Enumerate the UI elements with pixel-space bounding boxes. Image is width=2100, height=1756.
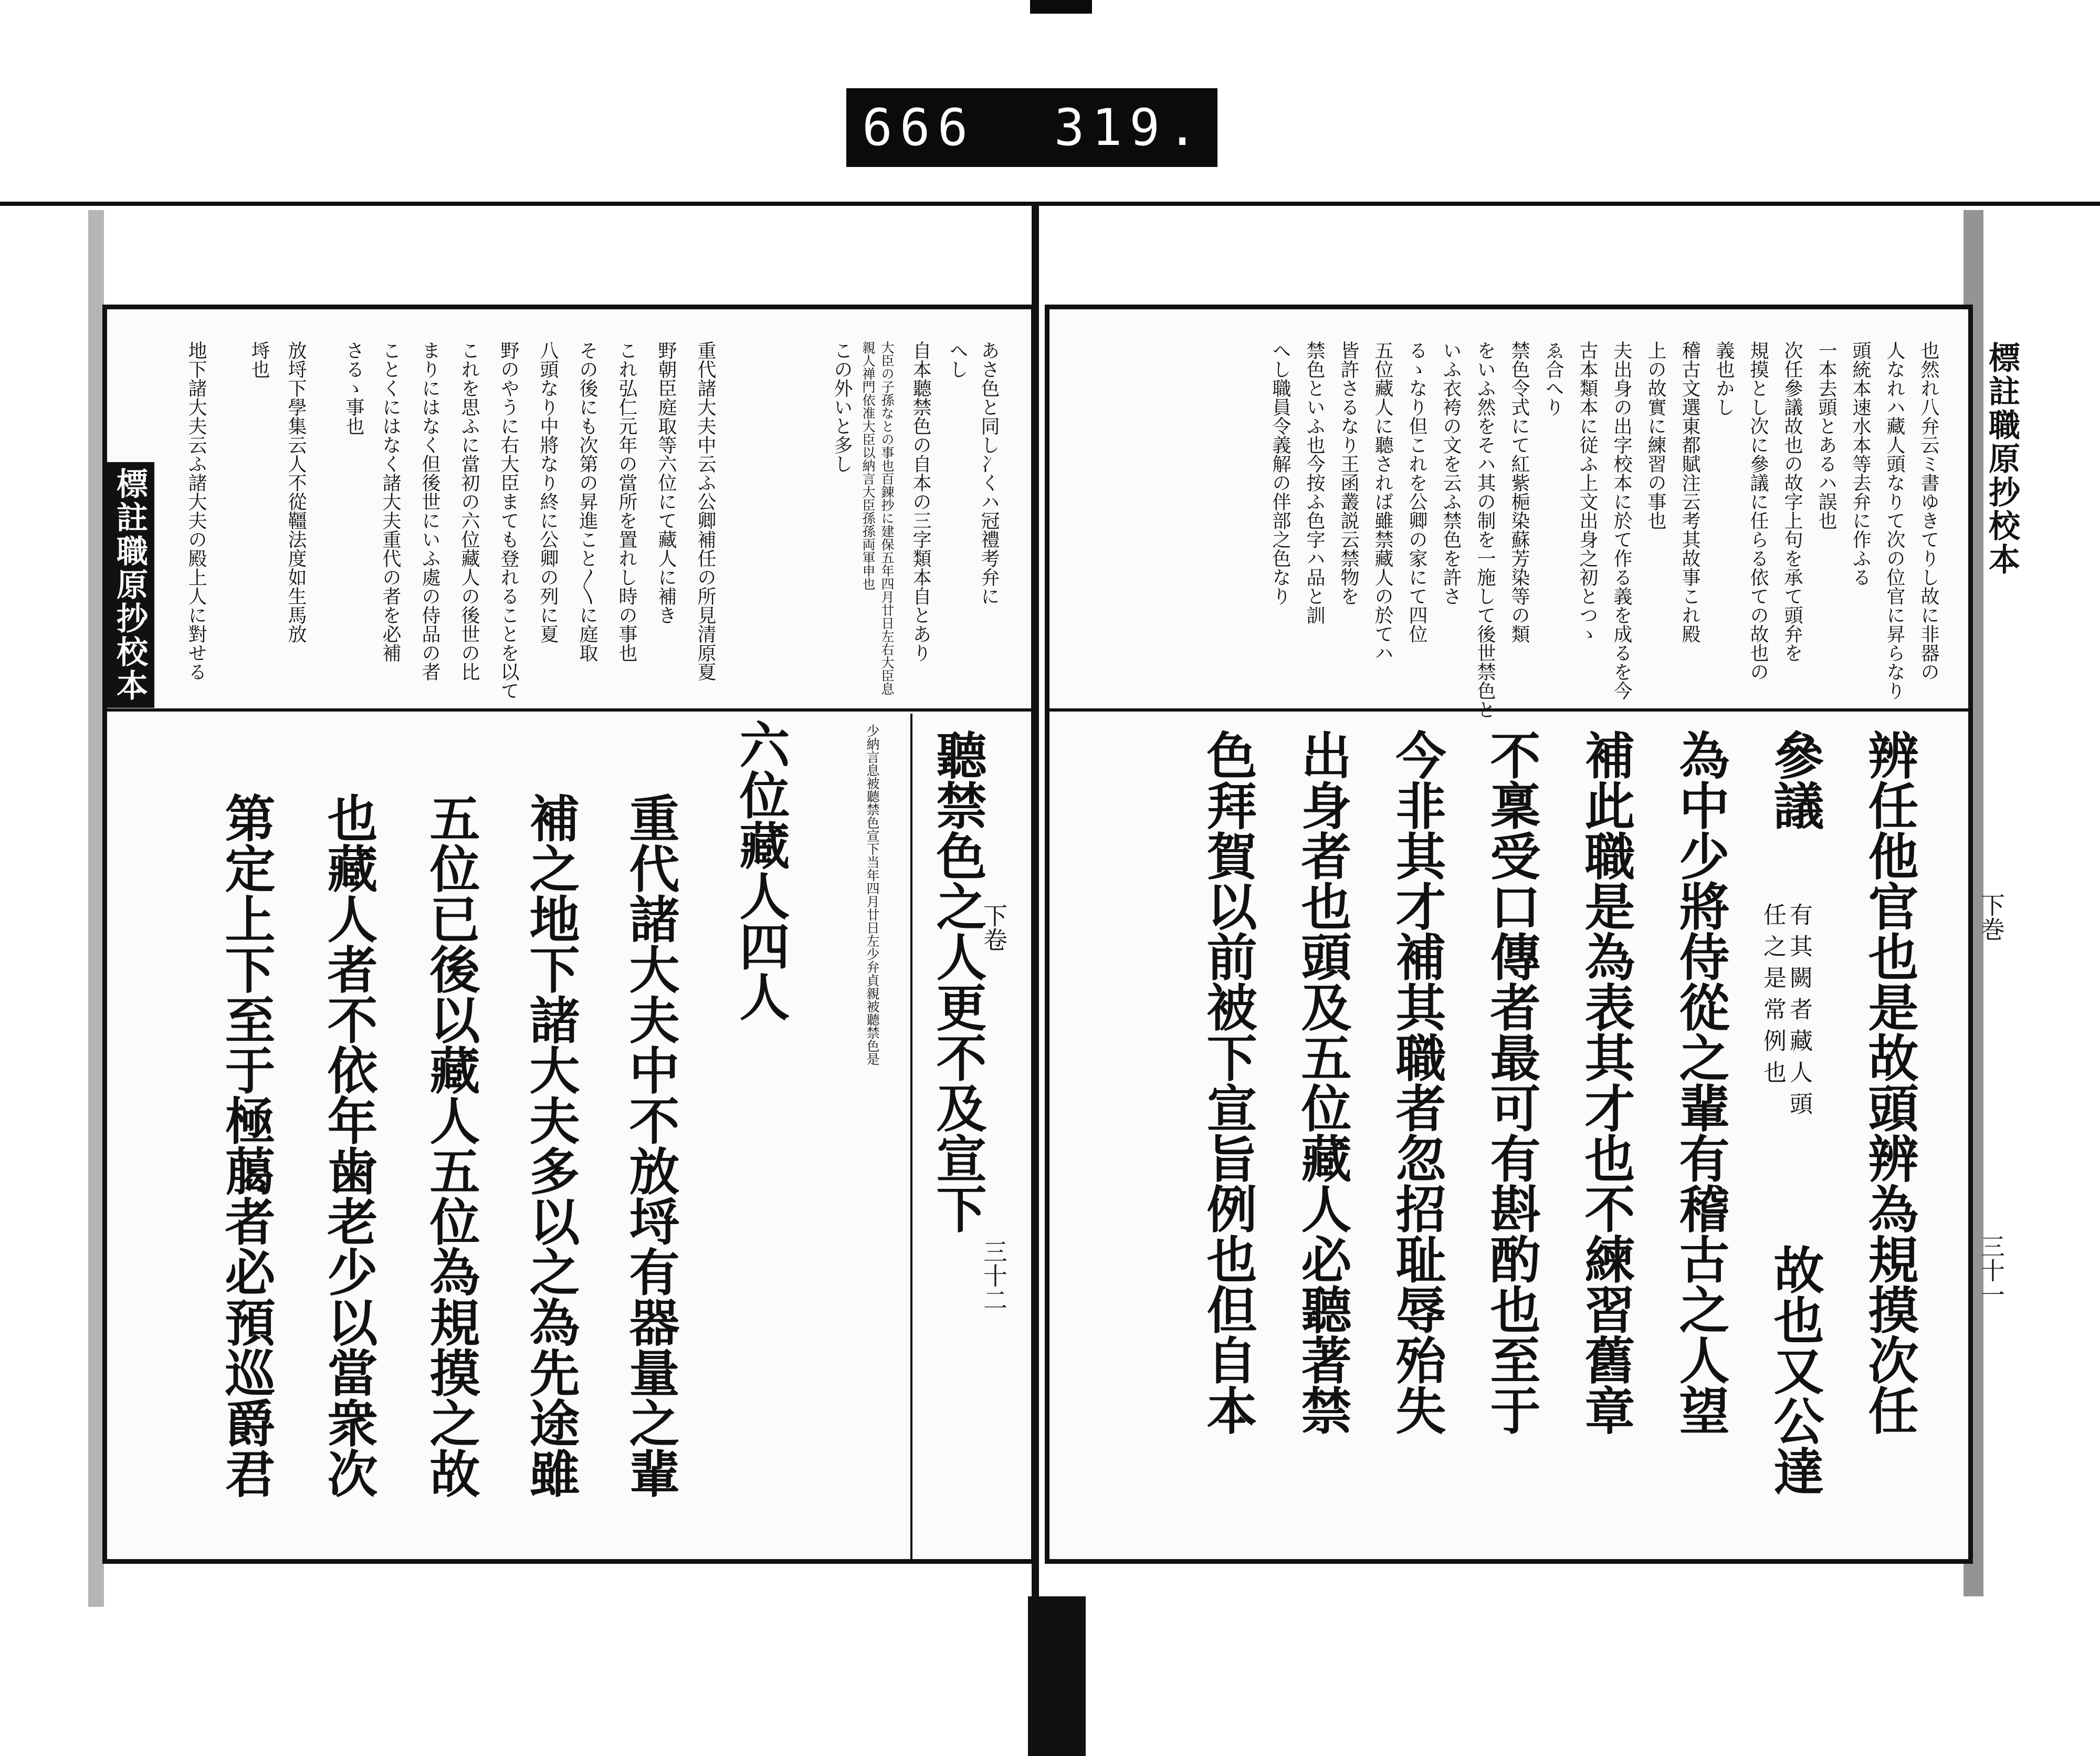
section-heading: 六位藏人四人 <box>731 719 791 1021</box>
main-text-column: 五位已後以藏人五位為規摸之故 <box>422 792 481 1498</box>
note-column: ことくにはなく諸大夫重代の者を必補 <box>380 341 401 662</box>
note-column: 人なれハ藏人頭なりて次の位官に昇らなり <box>1884 341 1905 700</box>
right-page <box>1045 305 1973 1564</box>
note-column: 禁色令式にて紅紫梔染蘇芳染等の類 <box>1508 341 1530 643</box>
right-page-divider <box>1049 708 1968 712</box>
left-margin-volume: 下卷 <box>980 903 1008 952</box>
left-column-rule <box>910 714 912 1559</box>
left-margin-folio: 三十二 <box>980 1239 1008 1312</box>
note-column: 古本類本に従ふ上文出身之初とつゝ <box>1577 341 1598 643</box>
note-column: これ弘仁元年の當所を置れし時の事也 <box>616 341 637 662</box>
reel-number-left: 666 <box>862 98 975 157</box>
small-note-column: 少納言息被聽禁色宣下当年四月廿日左少弁貞親被聽禁色是 <box>865 724 880 1065</box>
inline-note-line: 任之是常例也 <box>1759 903 1786 1092</box>
note-column: 義也かし <box>1713 341 1735 416</box>
note-column: 重代諸大夫中云ふ公卿補任の所見清原夏 <box>695 341 716 681</box>
main-text-column: 補之地下諸大夫多以之為先途雖 <box>521 792 581 1498</box>
main-text-column: 重代諸大夫中不放埒有器量之輩 <box>621 792 680 1498</box>
right-margin-volume: 下巻 <box>1977 893 2006 941</box>
note-column: 八頭なり中將なり終に公卿の列に夏 <box>537 341 559 643</box>
note-column: 稽古文選東都賦注云考其故事これ殿 <box>1679 341 1700 643</box>
top-tab <box>1030 0 1092 14</box>
note-column: この外いと多し <box>831 341 853 473</box>
note-column: をいふ然をそハ其の制を一施して後世禁色と <box>1474 341 1496 719</box>
book-spine <box>1032 202 1039 1619</box>
note-column: 大臣の子孫なとの事也百錬抄に建保五年四月廿日左右大臣息 <box>879 341 895 695</box>
note-column: さるゝ事也 <box>343 341 364 435</box>
note-column: 上の故實に練習の事也 <box>1645 341 1666 530</box>
note-column: 皆許さるなり王函叢説云禁物を <box>1338 341 1359 605</box>
note-column: その後にも次第の昇進こと〳〵に庭取 <box>576 341 598 662</box>
note-column: へし <box>947 341 968 379</box>
main-text-column: 故也又公達 <box>1766 1244 1825 1496</box>
note-column: 次任參議故也の故字上句を承て頭弁を <box>1781 341 1803 662</box>
note-column: 放埒下學集云人不從韁法度如生馬放 <box>285 341 307 643</box>
left-page <box>102 305 1036 1564</box>
note-column: 規摸とし次に參議に任らる依ての故也の <box>1747 341 1769 681</box>
note-column: 野朝臣庭取等六位にて藏人に補き <box>655 341 677 624</box>
note-column: 頭統本速水本等去弁に作ふる <box>1850 341 1871 587</box>
note-column: 也然れ八弁云ミ書ゆきてりし故に非器の <box>1918 341 1939 681</box>
main-text-column: 補此職是為表其才也不練習舊章 <box>1577 729 1636 1435</box>
top-rule <box>0 202 2100 206</box>
main-text-column: 出身者也頭及五位藏人必聽著禁 <box>1293 729 1352 1435</box>
note-column: 親人禅門依准大臣以納言大臣孫孫両軍申也 <box>860 341 876 590</box>
note-column: ゑ合へり <box>1542 341 1564 416</box>
note-column: 一本去頭とあるハ誤也 <box>1815 341 1837 530</box>
main-text-column: 辨任他官也是故頭辨為規摸次任 <box>1860 729 1919 1435</box>
note-column: 五位藏人に聽されば雖禁藏人の於てハ <box>1372 341 1393 662</box>
note-column: へし職員令義解の伴部之色なり <box>1269 341 1291 605</box>
main-text-column: 第定上下至于極﨟者必預巡爵君 <box>217 792 276 1498</box>
reel-number-right: 319. <box>1054 98 1205 157</box>
note-column: まりにはなく但後世にいふ處の侍品の者 <box>419 341 440 681</box>
inline-note-line: 有其闕者藏人頭 <box>1786 903 1812 1123</box>
left-page-divider <box>107 708 1031 712</box>
main-text-column: 今非其才補其職者忽招耻辱殆失 <box>1388 729 1447 1435</box>
note-column: これを思ふに當初の六位藏人の後世の比 <box>458 341 480 681</box>
right-margin-folio: 三十一 <box>1977 1234 2006 1306</box>
note-column: 自本聽禁色の自本の三字類本自とあり <box>910 341 931 662</box>
note-column: 禁色といふ也今按ふ色字ハ品と訓 <box>1304 341 1325 624</box>
main-text-column: 參議 <box>1766 729 1825 830</box>
note-column: 埓也 <box>248 341 270 379</box>
left-page-edge <box>88 210 104 1607</box>
main-text-column: 色拜賀以前被下宣旨例也但自本 <box>1199 729 1258 1435</box>
note-column: るゝなり但これを公卿の家にて四位 <box>1406 341 1427 643</box>
main-text-column: 也藏人者不依年歯老少以當衆次 <box>319 792 379 1498</box>
microfilm-reel-label <box>846 88 1217 167</box>
main-text-column: 聽禁色之人更不及宣下 <box>928 729 988 1234</box>
left-margin-title: 標註職原抄校本 <box>105 462 154 708</box>
note-column: あさ色と同し冫くハ冠禮考弁に <box>978 341 1000 605</box>
note-column: 夫出身の出字校本に於て作る義を成るを今 <box>1611 341 1632 700</box>
main-text-column: 為中少將侍從之輩有稽古之人望 <box>1671 729 1730 1435</box>
right-margin-title: 標註職原抄校本 <box>1983 341 2020 577</box>
note-column: いふ衣袴の文を云ふ禁色を許さ <box>1440 341 1462 605</box>
spine-clip <box>1028 1596 1086 1756</box>
note-column: 野のやうに右大臣まても登れることを以て <box>498 341 519 700</box>
main-text-column: 不稟受口傳者最可有斟酌也至于 <box>1482 729 1541 1435</box>
note-column: 地下諸大夫云ふ諸大夫の殿上人に對せる <box>185 341 207 681</box>
